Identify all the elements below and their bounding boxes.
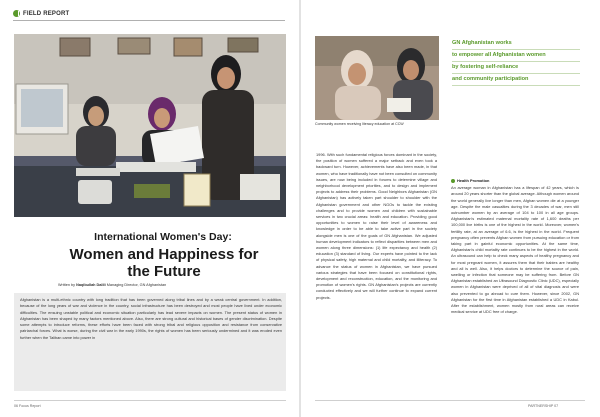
main-photo-illustration	[14, 34, 286, 217]
page-gutter	[299, 0, 301, 417]
byline-role: Managing Director, GN Afghanistan	[106, 283, 167, 287]
pull-quote	[452, 38, 580, 86]
main-photo	[14, 34, 286, 217]
section-rule	[13, 20, 285, 21]
article-title-line-2: the Future	[127, 263, 201, 280]
byline-author: Naqibullah Dalili	[76, 283, 106, 287]
pull-quote-line-3: by fostering self-reliance	[452, 62, 580, 74]
literacy-photo-illustration	[315, 36, 439, 120]
section-tag	[13, 10, 69, 17]
section-heading-text: Health Promotion	[457, 178, 490, 183]
body-column-right	[451, 178, 579, 396]
bullet-icon	[451, 179, 455, 183]
footer-left: 06 Focus Report	[14, 404, 41, 408]
article-title	[46, 246, 282, 280]
article-kicker: International Women's Day:	[94, 231, 232, 243]
intro-text: Afghanistan is a multi-ethnic country with long tradition that has been governed along tribal lines and by a weak central government. In addition, because of the long years of war and violence in the country, social infrastructure has been destroyed and most people have lived under economic difficulties. The ensuing unstable political and economic situation particularly has lead severe impacts on women. The present status of women in Afghanistan has been shaped by many factors mentioned above. Also, there are strong cultural and historical bases of gender discrimination. Despite some attempts to introduce reforms, these efforts have been faced with strong tribal and religious opposition and resistance from conservative patriarchal forces. What is worse, during the civil war in the early 1990s, the rights of women has been seriously undermined and it was eroded even further when the Taliban came into power in	[20, 297, 282, 340]
section-heading	[451, 178, 579, 184]
body-column-left	[316, 152, 437, 384]
photo-caption: Community women receiving literacy education at CCW	[315, 122, 404, 126]
pull-quote-line-1: GN Afghanistan works	[452, 38, 580, 50]
body-column-left-text: 1996. With such fundamental religious forces dominant in the society, the position of women suffered a major setback and even took a backward turn. However, achievements have also been made, in that women, who have traditionally have not been consulted on community issues, are now being included in forums to determine village and neighborhood development priorities, and to design and implement projects to address their problems. Good Neighbors Afghanistan (GN Afghanistan) has actively taken part shoulder to shoulder with the Afghanistan government and other NGOs to tackle the existing challenges and to provide women and children with sustainable services in two crucial areas: health and education. Providing good opportunities to women to raise their level of awareness and knowledge in order to be able to take active part in the society alongside men is one of the goals of GN Afghanistan. We adjusted human development indicators to reflect disparities between men and women along three dimensions: (1) life expectancy and health (2) education (3) standard of living. Our experts have pointed to the lack of physical safety, high maternal and child mortality, and illiteracy. To advance the status of women in Afghanistan, we have pursued various strategies that have been focused on constitutional rights, development and reconstruction, education, and the monitoring and promotion of women's rights. GN Afghanistan's projects are currently conducted effectively and we will further continue to expand current projects.	[316, 152, 437, 300]
body-column-right-text: An average woman in Afghanistan has a lifespan of 42 years, which is around 20 years shorter than the global average. Although women around the world generally live longer than men, Afghan women die at a younger age. Despite the male casualties during the 3 decades of war, men still outnumber women by an average of 104 to 100 in all age groups. Afghanistan's estimated maternal mortality rate of 1,600 deaths per 100,000 live births is one of the highest in the world. Moreover, women's fertility rate, at an average of 6.6, is the highest in the world. Frequent pregnancy often prevents Afghan women from pursuing education or from taking part in gainful economic opportunities. At the same time, Afghanistan's child mortality rate continues to be the highest in the world. An ultrasound can help to check many aspects of healthy pregnancy and for most pregnant women, it assures them that their babies are healthy and all is well. Also, it helps doctors to determine the source of pain, swelling or infection that someone may be suffering from. Before GN Afghanistan established an Ultrasound Diagnostic Clinic (UDC), especially women in Afghanistan were deprived of all of vital diagnosis and were also prevented to go abroad to cure them. However, since 2002, GN Afghanistan for the first time in Afghanistan established a UDC in Kabul. After the establishment, women mostly from rural areas can receive medical service at UDC free of charge.	[451, 185, 579, 315]
article-title-line-1: Women and Happiness for	[69, 246, 259, 263]
footer-right: PARTNERSHIP 07	[528, 404, 559, 408]
literacy-photo	[315, 36, 439, 120]
footer-rule-right	[315, 400, 585, 401]
leaf-icon	[13, 10, 20, 17]
footer-rule-left	[14, 400, 286, 401]
pull-quote-line-2: to empower all Afghanistan women	[452, 50, 580, 62]
byline	[58, 283, 288, 287]
section-label: FIELD REPORT	[23, 10, 70, 17]
pull-quote-line-4: and community participation	[452, 74, 580, 86]
byline-prefix: Written by	[58, 283, 76, 287]
